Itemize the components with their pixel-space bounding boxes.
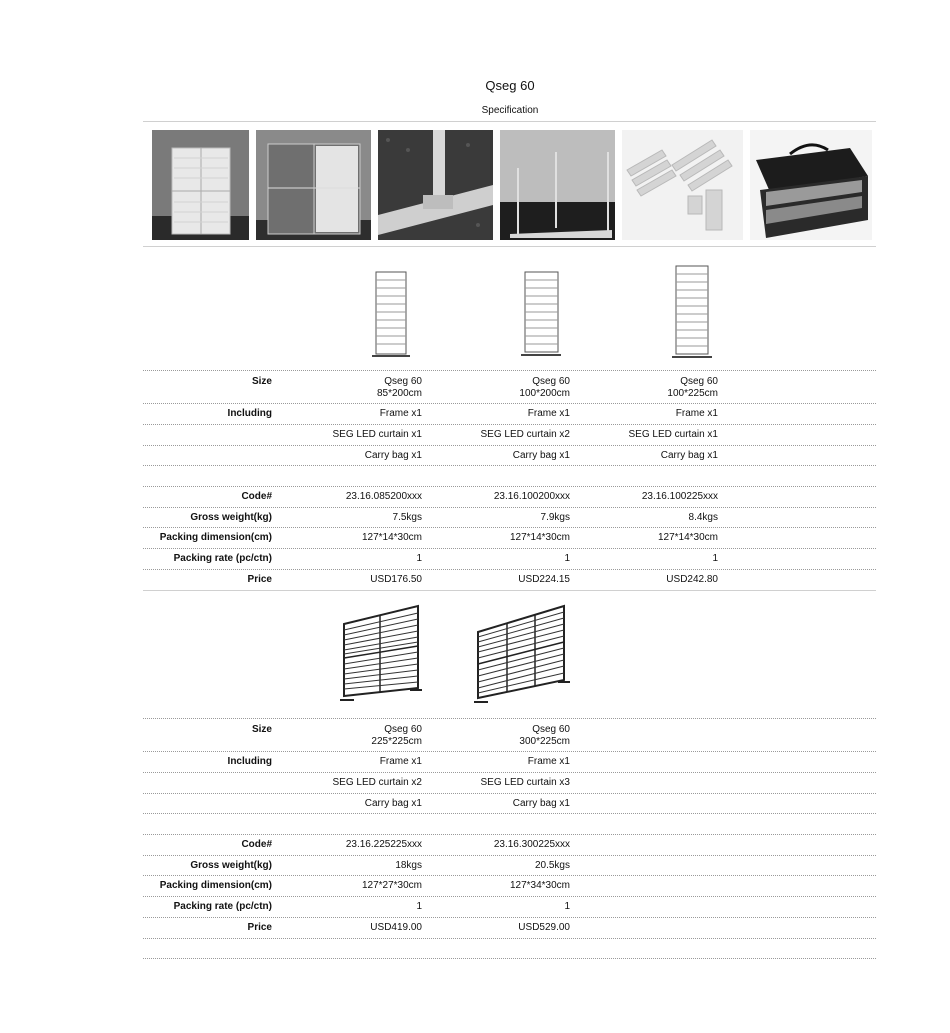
table2-code-row (143, 834, 876, 854)
divider (143, 465, 876, 466)
frame-cell: Frame x1 (527, 408, 570, 419)
size-cell: Qseg 60 100*225cm (667, 376, 718, 399)
packing-cell: 127*27*30cm (361, 880, 422, 891)
size-cell: Qseg 60 225*225cm (371, 724, 422, 747)
rate-cell: 1 (564, 553, 570, 564)
curtain-cell: SEG LED curtain x1 (628, 429, 718, 440)
table1-code-row (143, 486, 876, 506)
divider (143, 246, 876, 247)
frame-drawing-100x225 (670, 262, 714, 362)
page-subtitle: Specification (481, 105, 539, 116)
frame-drawing-225x225 (338, 602, 424, 706)
divider (143, 590, 876, 591)
weight-cell: 8.4kgs (688, 512, 718, 523)
weight-cell: 7.9kgs (540, 512, 570, 523)
including-label: Including (227, 408, 272, 419)
price-label: Price (247, 574, 272, 585)
curtain-cell: SEG LED curtain x3 (480, 777, 570, 788)
table2-including-frame-row (143, 751, 876, 771)
table2-weight-row (143, 855, 876, 875)
rate-label: Packing rate (pc/ctn) (173, 901, 272, 912)
table1-size-row (143, 370, 876, 403)
size-cell: Qseg 60 100*200cm (519, 376, 570, 399)
divider (143, 958, 876, 959)
weight-cell: 20.5kgs (534, 860, 570, 871)
table1-packing-row (143, 527, 876, 547)
table1-including-frame-row (143, 403, 876, 423)
weight-cell: 18kgs (395, 860, 422, 871)
frame-drawing-85x200 (370, 268, 412, 362)
price-cell: USD242.80 (666, 574, 718, 585)
code-cell: 23.16.225225xxx (345, 839, 422, 850)
code-cell: 23.16.300225xxx (493, 839, 570, 850)
packing-label: Packing dimension(cm) (159, 532, 272, 543)
frame-drawing-100x200 (520, 268, 562, 362)
product-photo-back (256, 130, 371, 240)
table2-bag-row (143, 793, 876, 813)
price-label: Price (247, 922, 272, 933)
divider (143, 813, 876, 814)
table2-price-row (143, 917, 876, 937)
size-label: Size (251, 724, 272, 735)
size-cell: Qseg 60 300*225cm (519, 724, 570, 747)
table1-rate-row (143, 548, 876, 568)
table2-curtain-row (143, 772, 876, 792)
table1-weight-row (143, 507, 876, 527)
frame-cell: Frame x1 (379, 408, 422, 419)
weight-label: Gross weight(kg) (190, 860, 272, 871)
code-cell: 23.16.085200xxx (345, 491, 422, 502)
rate-label: Packing rate (pc/ctn) (173, 553, 272, 564)
curtain-cell: SEG LED curtain x2 (332, 777, 422, 788)
product-photo-parts (622, 130, 743, 240)
size-label: Size (251, 376, 272, 387)
size-cell: Qseg 60 85*200cm (376, 376, 422, 399)
curtain-cell: SEG LED curtain x2 (480, 429, 570, 440)
bag-cell: Carry bag x1 (660, 450, 718, 461)
weight-label: Gross weight(kg) (190, 512, 272, 523)
rate-cell: 1 (416, 553, 422, 564)
product-photo-frame (500, 130, 615, 240)
product-photo-carry-bag (750, 130, 872, 240)
price-cell: USD529.00 (518, 922, 570, 933)
frame-cell: Frame x1 (675, 408, 718, 419)
price-cell: USD419.00 (370, 922, 422, 933)
table1-price-row (143, 569, 876, 589)
packing-cell: 127*34*30cm (509, 880, 570, 891)
packing-cell: 127*14*30cm (509, 532, 570, 543)
product-photo-detail (378, 130, 493, 240)
table2-size-row (143, 718, 876, 751)
packing-cell: 127*14*30cm (657, 532, 718, 543)
code-label: Code# (241, 491, 272, 502)
packing-cell: 127*14*30cm (361, 532, 422, 543)
page-title: Qseg 60 (485, 78, 535, 93)
price-cell: USD176.50 (370, 574, 422, 585)
code-label: Code# (241, 839, 272, 850)
rate-cell: 1 (416, 901, 422, 912)
bag-cell: Carry bag x1 (512, 450, 570, 461)
curtain-cell: SEG LED curtain x1 (332, 429, 422, 440)
including-label: Including (227, 756, 272, 767)
bag-cell: Carry bag x1 (364, 450, 422, 461)
divider (143, 121, 876, 122)
product-photo-front (152, 130, 249, 240)
rate-cell: 1 (712, 553, 718, 564)
frame-drawing-300x225 (474, 602, 570, 706)
bag-cell: Carry bag x1 (364, 798, 422, 809)
bag-cell: Carry bag x1 (512, 798, 570, 809)
divider (143, 938, 876, 939)
code-cell: 23.16.100200xxx (493, 491, 570, 502)
weight-cell: 7.5kgs (392, 512, 422, 523)
table2-packing-row (143, 875, 876, 895)
code-cell: 23.16.100225xxx (641, 491, 718, 502)
frame-cell: Frame x1 (379, 756, 422, 767)
packing-label: Packing dimension(cm) (159, 880, 272, 891)
price-cell: USD224.15 (518, 574, 570, 585)
table2-rate-row (143, 896, 876, 916)
frame-cell: Frame x1 (527, 756, 570, 767)
table1-bag-row (143, 445, 876, 465)
rate-cell: 1 (564, 901, 570, 912)
table1-curtain-row (143, 424, 876, 444)
